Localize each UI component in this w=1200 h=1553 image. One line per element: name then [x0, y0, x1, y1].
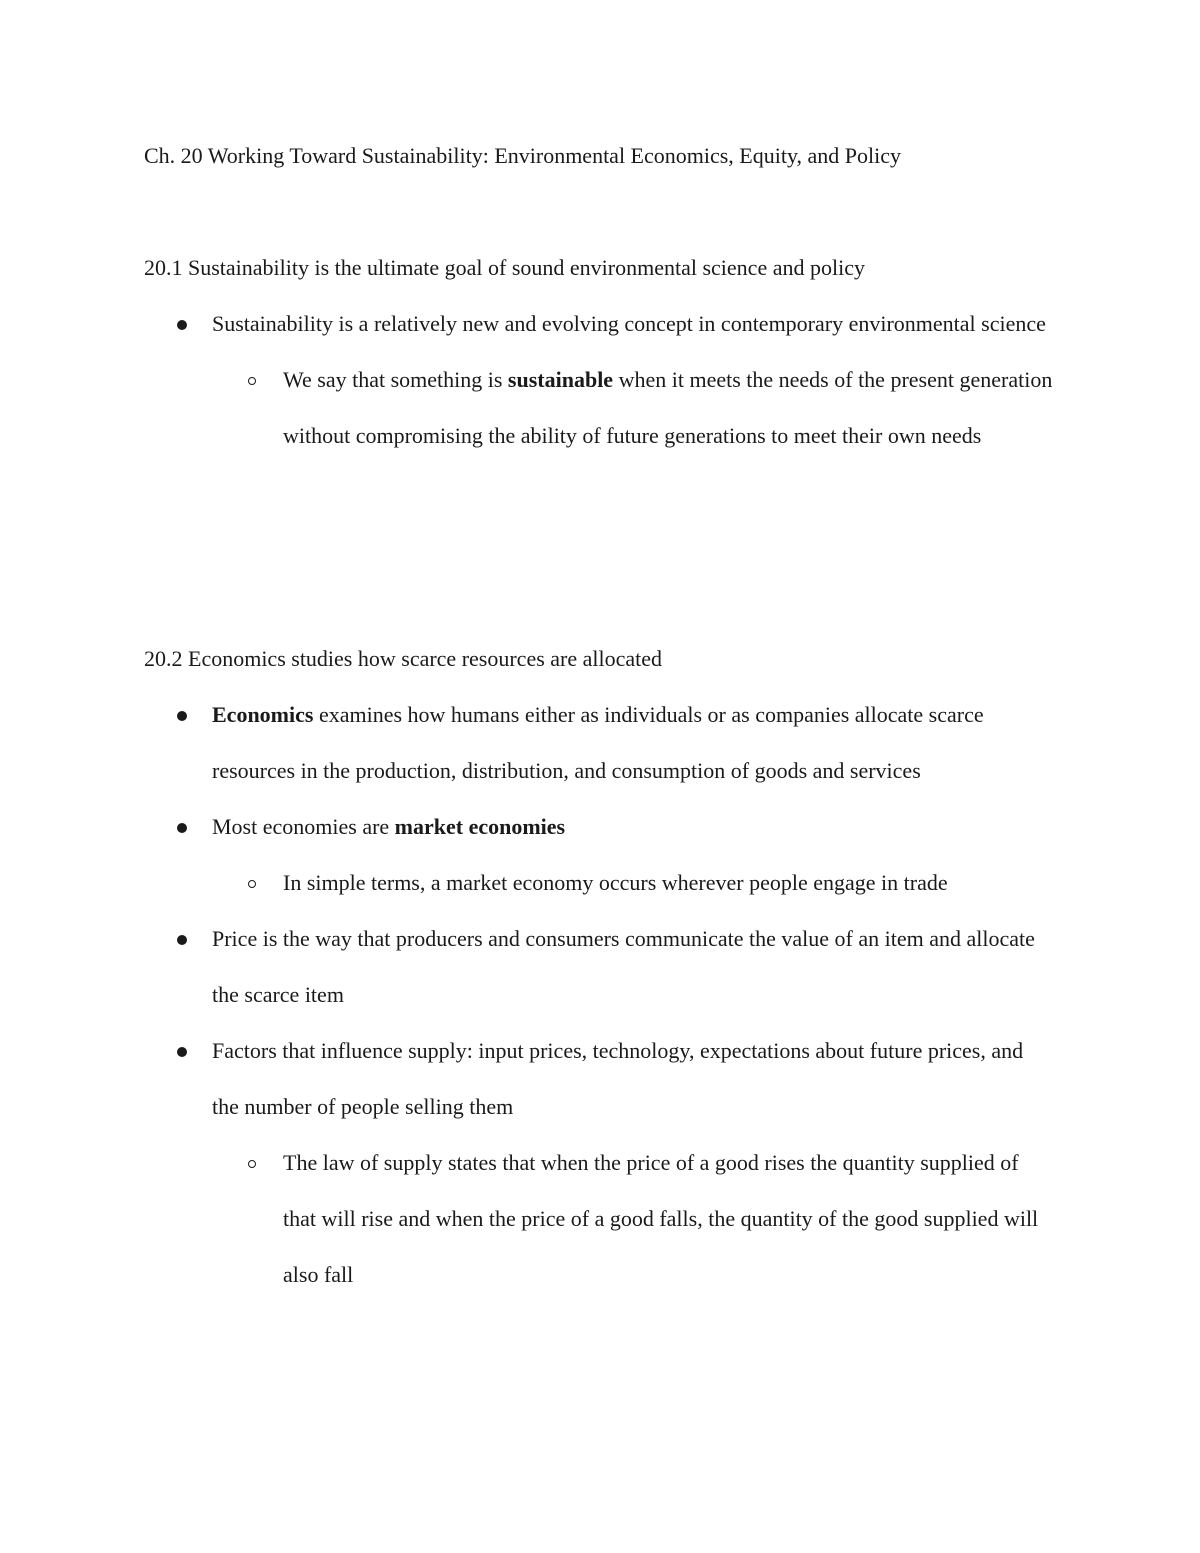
section-heading-20-2: 20.2 Economics studies how scarce resources are allocated — [144, 646, 663, 671]
bullet-circle-icon — [248, 1160, 256, 1168]
text-run: when it meets the needs of the present generation without compromising the ability of future generations to meet their own needs — [283, 367, 1053, 448]
bullet-disc-icon — [177, 935, 187, 945]
text-run: examines how humans either as individuals or as companies allocate scarce resources in the production, distribution, and consumption of goods and services — [212, 702, 984, 783]
list-item-text: In simple terms, a market economy occurs wherever people engage in trade — [283, 870, 948, 895]
list-item-text: Price is the way that producers and consumers communicate the value of an item and allocate the scarce item — [212, 926, 1035, 1007]
text-run: Most economies are — [212, 814, 395, 839]
document-title: Ch. 20 Working Toward Sustainability: Environmental Economics, Equity, and Policy — [144, 143, 902, 168]
term-market-economies: market economies — [394, 814, 566, 839]
bullet-disc-icon — [177, 823, 187, 833]
bullet-circle-icon — [248, 880, 256, 888]
section-heading-20-1: 20.1 Sustainability is the ultimate goal of sound environmental science and policy — [144, 255, 865, 280]
list-item — [144, 699, 1052, 811]
list-item-text: The law of supply states that when the price of a good rises the quantity supplied of that will rise and when the price of a good falls, the quantity of the good supplied will also fall — [283, 1150, 1039, 1287]
bullet-disc-icon — [177, 711, 187, 721]
list-item — [144, 923, 1052, 1035]
term-economics: Economics — [212, 702, 314, 727]
list-item — [144, 1035, 1052, 1147]
text-run: We say that something is — [283, 367, 508, 392]
list-item — [144, 364, 1053, 476]
list-item-text — [283, 352, 1053, 464]
list-item-text — [212, 799, 1052, 855]
list-item-text: Sustainability is a relatively new and evolving concept in contemporary environmental science — [212, 311, 1046, 336]
bullet-disc-icon — [177, 320, 187, 330]
list-item-text — [212, 687, 1052, 799]
list-item-text: Factors that influence supply: input prices, technology, expectations about future prices, and the number of people selling them — [212, 1038, 1024, 1119]
bullet-disc-icon — [177, 1047, 187, 1057]
section-20-2-list — [144, 699, 1084, 1315]
section-20-1-list — [144, 308, 1084, 476]
list-item — [144, 1147, 1053, 1315]
bullet-circle-icon — [248, 377, 256, 385]
term-sustainable: sustainable — [507, 367, 614, 392]
